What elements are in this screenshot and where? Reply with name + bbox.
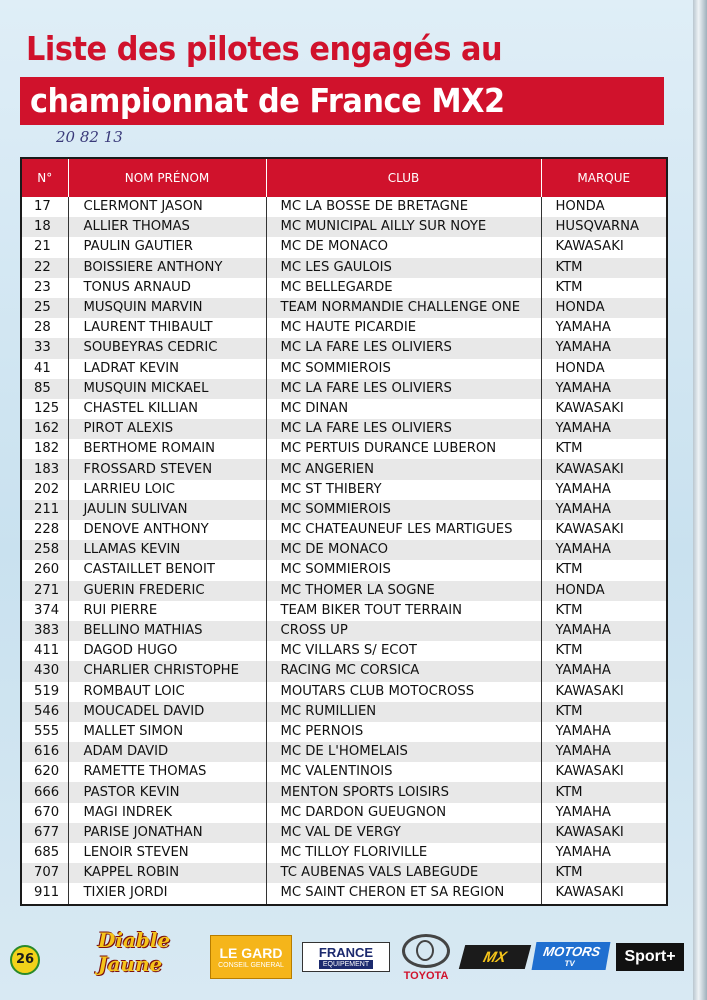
cell-number: 25 xyxy=(22,298,68,318)
cell-club: MC MUNICIPAL AILLY SUR NOYE xyxy=(266,217,541,237)
cell-name: LLAMAS KEVIN xyxy=(68,540,266,560)
cell-make: KTM xyxy=(541,601,666,621)
table-row xyxy=(22,803,666,823)
cell-club: MC VAL DE VERGY xyxy=(266,823,541,843)
cell-name: PIROT ALEXIS xyxy=(68,419,266,439)
cell-make: KAWASAKI xyxy=(541,883,666,903)
cell-club: MOUTARS CLUB MOTOCROSS xyxy=(266,682,541,702)
cell-name: MALLET SIMON xyxy=(68,722,266,742)
cell-club: MC LA FARE LES OLIVIERS xyxy=(266,338,541,358)
cell-number: 555 xyxy=(22,722,68,742)
sponsor-logo-sport-plus xyxy=(616,943,684,971)
cell-make: KTM xyxy=(541,702,666,722)
table-row xyxy=(22,883,666,903)
sponsor-logo-france-equipement xyxy=(302,942,390,972)
cell-make: KTM xyxy=(541,782,666,802)
cell-number: 677 xyxy=(22,823,68,843)
cell-number: 18 xyxy=(22,217,68,237)
cell-club: CROSS UP xyxy=(266,621,541,641)
cell-make: KAWASAKI xyxy=(541,682,666,702)
cell-make: HONDA xyxy=(541,581,666,601)
header-club: CLUB xyxy=(266,159,541,197)
cell-make: YAMAHA xyxy=(541,540,666,560)
cell-name: ROMBAUT LOIC xyxy=(68,682,266,702)
cell-club: TEAM BIKER TOUT TERRAIN xyxy=(266,601,541,621)
cell-name: DAGOD HUGO xyxy=(68,641,266,661)
cell-name: MAGI INDREK xyxy=(68,803,266,823)
cell-make: KAWASAKI xyxy=(541,399,666,419)
cell-number: 430 xyxy=(22,661,68,681)
cell-number: 33 xyxy=(22,338,68,358)
cell-name: PASTOR KEVIN xyxy=(68,782,266,802)
cell-number: 202 xyxy=(22,480,68,500)
sponsor-logo-le-gard xyxy=(210,935,292,979)
cell-number: 616 xyxy=(22,742,68,762)
cell-name: TONUS ARNAUD xyxy=(68,278,266,298)
table-row xyxy=(22,682,666,702)
cell-name: RAMETTE THOMAS xyxy=(68,762,266,782)
cell-club: MC SAINT CHERON ET SA REGION xyxy=(266,883,541,903)
cell-name: PARISE JONATHAN xyxy=(68,823,266,843)
handwritten-note: 20 82 13 xyxy=(56,128,123,146)
sponsor-logo-motors-tv xyxy=(532,942,611,970)
cell-number: 685 xyxy=(22,843,68,863)
cell-name: MUSQUIN MARVIN xyxy=(68,298,266,318)
cell-name: BERTHOME ROMAIN xyxy=(68,439,266,459)
cell-club: MC PERNOIS xyxy=(266,722,541,742)
cell-number: 162 xyxy=(22,419,68,439)
table-row xyxy=(22,722,666,742)
cell-club: MC HAUTE PICARDIE xyxy=(266,318,541,338)
sponsor-france-main: FRANCE xyxy=(318,944,374,960)
cell-club: MC PERTUIS DURANCE LUBERON xyxy=(266,439,541,459)
cell-name: FROSSARD STEVEN xyxy=(68,459,266,479)
cell-make: YAMAHA xyxy=(541,318,666,338)
cell-number: 258 xyxy=(22,540,68,560)
header-make: MARQUE xyxy=(541,159,666,197)
table-row xyxy=(22,359,666,379)
cell-club: MC RUMILLIEN xyxy=(266,702,541,722)
cell-number: 211 xyxy=(22,500,68,520)
sponsor-gard-sub: CONSEIL GENERAL xyxy=(218,961,284,969)
cell-make: YAMAHA xyxy=(541,419,666,439)
cell-club: MENTON SPORTS LOISIRS xyxy=(266,782,541,802)
cell-name: MOUCADEL DAVID xyxy=(68,702,266,722)
table-row xyxy=(22,459,666,479)
cell-number: 911 xyxy=(22,883,68,903)
cell-club: MC DE MONACO xyxy=(266,237,541,257)
cell-name: ADAM DAVID xyxy=(68,742,266,762)
cell-name: PAULIN GAUTIER xyxy=(68,237,266,257)
cell-number: 28 xyxy=(22,318,68,338)
sponsor-logo-mx xyxy=(459,945,531,969)
page-edge xyxy=(693,0,707,1000)
sponsor-motors-main: MOTORS xyxy=(542,943,602,959)
table-row xyxy=(22,197,666,217)
cell-number: 17 xyxy=(22,197,68,217)
cell-number: 620 xyxy=(22,762,68,782)
table-row xyxy=(22,702,666,722)
table-row xyxy=(22,540,666,560)
cell-make: YAMAHA xyxy=(541,379,666,399)
cell-club: MC SOMMIEROIS xyxy=(266,560,541,580)
cell-make: YAMAHA xyxy=(541,803,666,823)
cell-club: MC DARDON GUEUGNON xyxy=(266,803,541,823)
cell-name: MUSQUIN MICKAEL xyxy=(68,379,266,399)
cell-make: YAMAHA xyxy=(541,621,666,641)
cell-club: MC LA FARE LES OLIVIERS xyxy=(266,419,541,439)
sponsor-sport-text: Sport+ xyxy=(624,948,676,965)
header-name: NOM PRÉNOM xyxy=(68,159,266,197)
table-row xyxy=(22,338,666,358)
cell-make: YAMAHA xyxy=(541,742,666,762)
cell-club: MC DE MONACO xyxy=(266,540,541,560)
cell-make: YAMAHA xyxy=(541,661,666,681)
cell-club: MC SOMMIEROIS xyxy=(266,359,541,379)
cell-name: LAURENT THIBAULT xyxy=(68,318,266,338)
cell-club: MC ANGERIEN xyxy=(266,459,541,479)
sponsor-toyota-text: TOYOTA xyxy=(403,970,449,982)
sponsor-logo-toyota xyxy=(396,932,456,984)
cell-make: HONDA xyxy=(541,298,666,318)
cell-number: 260 xyxy=(22,560,68,580)
page-number: 26 xyxy=(10,945,40,975)
cell-make: YAMAHA xyxy=(541,722,666,742)
cell-club: MC ST THIBERY xyxy=(266,480,541,500)
cell-make: HONDA xyxy=(541,359,666,379)
table-row xyxy=(22,278,666,298)
cell-name: CASTAILLET BENOIT xyxy=(68,560,266,580)
cell-club: TC AUBENAS VALS LABEGUDE xyxy=(266,863,541,883)
cell-name: TIXIER JORDI xyxy=(68,883,266,903)
table-row xyxy=(22,560,666,580)
cell-make: KAWASAKI xyxy=(541,459,666,479)
sponsor-logo-diable-jaune xyxy=(98,922,198,982)
cell-number: 183 xyxy=(22,459,68,479)
cell-name: LADRAT KEVIN xyxy=(68,359,266,379)
cell-make: YAMAHA xyxy=(541,480,666,500)
cell-number: 41 xyxy=(22,359,68,379)
cell-make: KTM xyxy=(541,278,666,298)
cell-number: 383 xyxy=(22,621,68,641)
header-number: N° xyxy=(22,159,68,197)
table-row xyxy=(22,581,666,601)
cell-club: MC DINAN xyxy=(266,399,541,419)
cell-club: MC CHATEAUNEUF LES MARTIGUES xyxy=(266,520,541,540)
cell-make: HUSQVARNA xyxy=(541,217,666,237)
cell-club: MC VALENTINOIS xyxy=(266,762,541,782)
cell-number: 374 xyxy=(22,601,68,621)
table-row xyxy=(22,520,666,540)
cell-club: MC BELLEGARDE xyxy=(266,278,541,298)
cell-name: BOISSIERE ANTHONY xyxy=(68,258,266,278)
cell-name: LARRIEU LOIC xyxy=(68,480,266,500)
cell-club: RACING MC CORSICA xyxy=(266,661,541,681)
cell-make: YAMAHA xyxy=(541,338,666,358)
riders-table xyxy=(20,157,668,906)
cell-club: MC TILLOY FLORIVILLE xyxy=(266,843,541,863)
cell-number: 22 xyxy=(22,258,68,278)
cell-name: LENOIR STEVEN xyxy=(68,843,266,863)
cell-name: CHARLIER CHRISTOPHE xyxy=(68,661,266,681)
cell-name: CLERMONT JASON xyxy=(68,197,266,217)
cell-number: 519 xyxy=(22,682,68,702)
cell-name: GUERIN FREDERIC xyxy=(68,581,266,601)
cell-club: MC LA BOSSE DE BRETAGNE xyxy=(266,197,541,217)
cell-name: DENOVE ANTHONY xyxy=(68,520,266,540)
cell-club: MC VILLARS S/ ECOT xyxy=(266,641,541,661)
page-title-line1: Liste des pilotes engagés au xyxy=(26,29,503,68)
cell-number: 23 xyxy=(22,278,68,298)
cell-make: KAWASAKI xyxy=(541,520,666,540)
table-row xyxy=(22,298,666,318)
cell-number: 182 xyxy=(22,439,68,459)
cell-name: BELLINO MATHIAS xyxy=(68,621,266,641)
sponsor-gard-main: LE GARD xyxy=(219,944,283,961)
cell-number: 228 xyxy=(22,520,68,540)
cell-club: MC THOMER LA SOGNE xyxy=(266,581,541,601)
cell-name: RUI PIERRE xyxy=(68,601,266,621)
cell-club: TEAM NORMANDIE CHALLENGE ONE xyxy=(266,298,541,318)
cell-name: CHASTEL KILLIAN xyxy=(68,399,266,419)
table-row xyxy=(22,661,666,681)
cell-number: 271 xyxy=(22,581,68,601)
cell-make: KTM xyxy=(541,439,666,459)
cell-number: 21 xyxy=(22,237,68,257)
cell-number: 666 xyxy=(22,782,68,802)
table-row xyxy=(22,863,666,883)
sponsor-france-sub: EQUIPEMENT xyxy=(319,960,373,969)
cell-number: 670 xyxy=(22,803,68,823)
table-row xyxy=(22,782,666,802)
table-row xyxy=(22,399,666,419)
table-row xyxy=(22,318,666,338)
sponsor-dj-text: Diable Jaune xyxy=(98,928,171,976)
table-row xyxy=(22,237,666,257)
cell-club: MC LES GAULOIS xyxy=(266,258,541,278)
table-row xyxy=(22,217,666,237)
table-row xyxy=(22,480,666,500)
table-row xyxy=(22,419,666,439)
cell-name: SOUBEYRAS CEDRIC xyxy=(68,338,266,358)
table-row xyxy=(22,601,666,621)
cell-make: YAMAHA xyxy=(541,843,666,863)
cell-name: ALLIER THOMAS xyxy=(68,217,266,237)
table-row xyxy=(22,742,666,762)
table-row xyxy=(22,379,666,399)
cell-number: 125 xyxy=(22,399,68,419)
cell-number: 546 xyxy=(22,702,68,722)
table-row xyxy=(22,823,666,843)
cell-number: 707 xyxy=(22,863,68,883)
table-row xyxy=(22,843,666,863)
toyota-emblem-icon xyxy=(402,934,450,968)
cell-make: HONDA xyxy=(541,197,666,217)
sponsor-mx-text: MX xyxy=(481,948,509,966)
cell-club: MC DE L'HOMELAIS xyxy=(266,742,541,762)
table-row xyxy=(22,641,666,661)
cell-make: KTM xyxy=(541,258,666,278)
cell-name: JAULIN SULIVAN xyxy=(68,500,266,520)
cell-number: 411 xyxy=(22,641,68,661)
table-body xyxy=(22,197,666,904)
table-row xyxy=(22,621,666,641)
cell-make: KAWASAKI xyxy=(541,823,666,843)
cell-make: KTM xyxy=(541,560,666,580)
sponsor-motors-sub: TV xyxy=(563,958,576,968)
cell-club: MC SOMMIEROIS xyxy=(266,500,541,520)
cell-make: KAWASAKI xyxy=(541,237,666,257)
cell-name: KAPPEL ROBIN xyxy=(68,863,266,883)
cell-make: KTM xyxy=(541,641,666,661)
page-title-line2: championnat de France MX2 xyxy=(30,81,505,120)
table-row xyxy=(22,439,666,459)
cell-club: MC LA FARE LES OLIVIERS xyxy=(266,379,541,399)
table-header-row xyxy=(22,159,666,197)
cell-make: YAMAHA xyxy=(541,500,666,520)
cell-number: 85 xyxy=(22,379,68,399)
table-row xyxy=(22,762,666,782)
table-row xyxy=(22,258,666,278)
table-row xyxy=(22,500,666,520)
cell-make: KAWASAKI xyxy=(541,762,666,782)
cell-make: KTM xyxy=(541,863,666,883)
